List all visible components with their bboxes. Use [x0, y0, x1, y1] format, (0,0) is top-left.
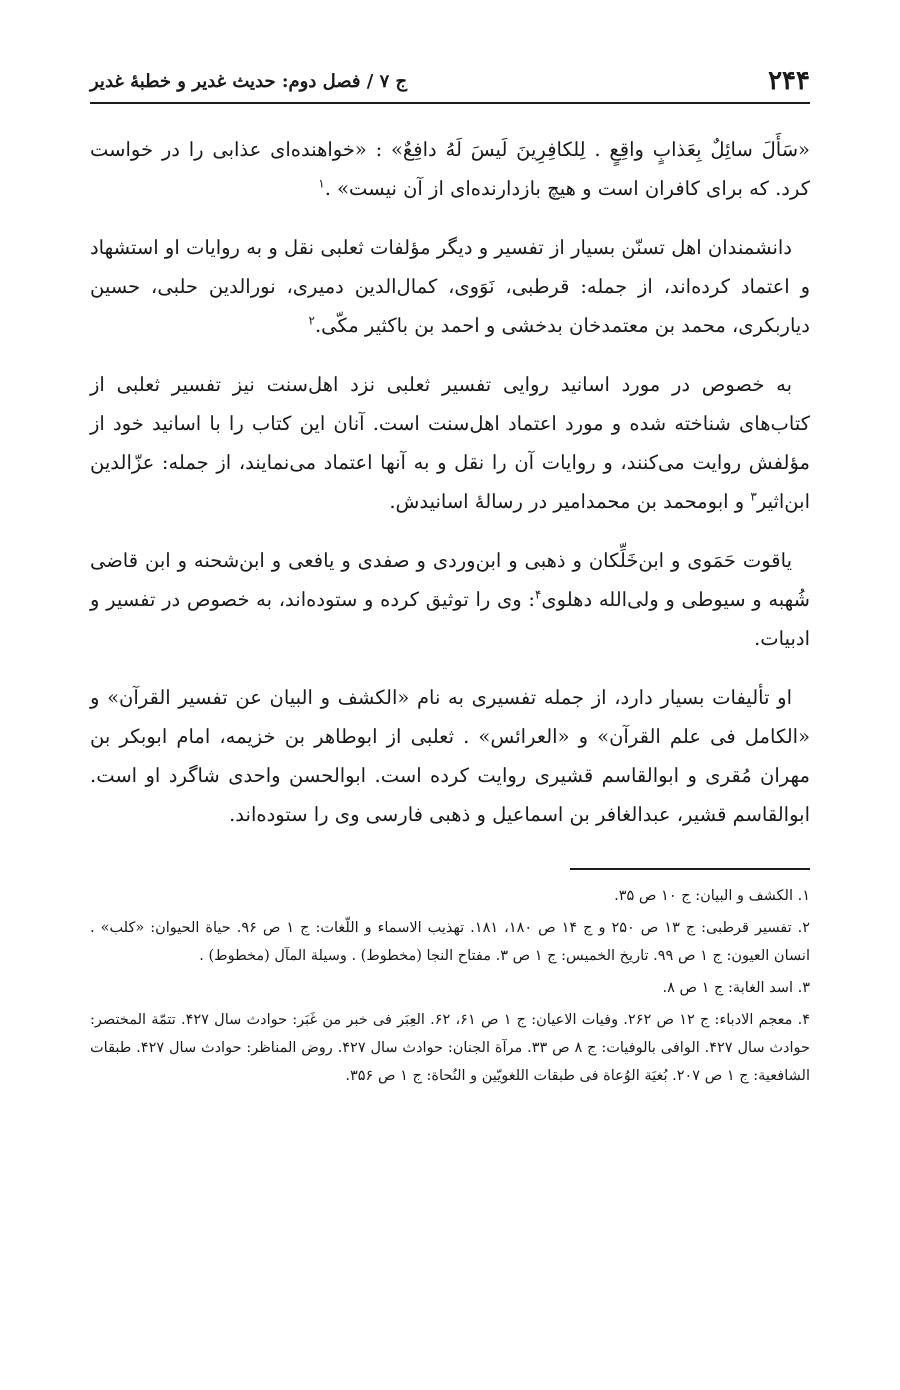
- paragraph-4: [90, 541, 810, 658]
- footnote-1: ۱. الکشف و البیان: ج ۱۰ ص ۳۵.: [614, 888, 810, 904]
- footnote-ref-1[interactable]: ۱: [318, 176, 325, 191]
- footnote-divider: [570, 868, 810, 870]
- footnote-ref-2[interactable]: ۲: [308, 313, 315, 328]
- document-page: [90, 60, 810, 1094]
- paragraph-text: او تألیفات بسیار دارد، از جمله تفسیری به نام «الکشف و البیان عن تفسیر القرآن» و «الکامل فی علم القرآن» و «العرائس» . ثعلبی از ابوطاهر بن خزیمه، امام ابوبکر بن مهران مُقری و ابوالقاسم قشیری روایت کرده است. ابوالحسن واحدی شاگرد او است. ابوالقاسم قشیر، عبدالغافر بن اسماعیل و ذهبی فارسی وی را ستوده‌اند.: [90, 686, 810, 826]
- paragraph-2: [90, 228, 810, 345]
- paragraph-text: یاقوت حَمَوی و ابن‌خَلِّکان و ذهبی و ابن‌وردی و صفدی و یافعی و ابن‌شحنه و ابن قاضی شُهبه و سیوطی و ولی‌الله دهلوی: [90, 549, 811, 611]
- paragraph-text: به خصوص در مورد اسانید روایی تفسیر ثعلبی نزد اهل‌سنت نیز تفسیر ثعلبی از کتاب‌های شناخته شده و مورد اعتماد اهل‌سنت است. آنان این کتاب را با اسانید خود از مؤلفش روایت می‌کنند، و روایات آن را نقل و به آنها اعتماد می‌نمایند، از جمله: عزّالدین ابن‌اثیر: [90, 373, 810, 513]
- footnote-4: ۴. معجم الادباء: ج ۱۲ ص ۲۶۲. وفیات الاعیان: ج ۱ ص ۶۱، ۶۲. العِبَر فی خبر من غَبَر: حوادث سال ۴۲۷. تتمّة المختصر: حوادث سال ۴۲۷. الوافی بالوفیات: ج ۸ ص ۳۳. مرآة الجنان: حوادث سال ۴۲۷. روض المناظر: حوادث سال ۴۲۷. طبقات الشافعیة: ج ۱ ص ۲۰۷. بُغیَة الوُعاة فی طبقات اللغویّین و النُحاة: ج ۱ ص ۳۵۶.: [90, 1012, 811, 1084]
- page-header: [90, 60, 810, 104]
- paragraph-text: «سَأَلَ سائِلٌ بِعَذابٍ واقِعٍ . لِلكافِرِينَ لَيسَ لَهُ دافِعٌ» : «خواهنده‌ای عذابی را در خواست کرد. که برای کافران است و هیچ بازدارنده‌ای از آن نیست» .: [90, 138, 810, 200]
- paragraph-5: [90, 678, 810, 834]
- paragraph-1: [90, 130, 810, 208]
- footnote-2: ۲. تفسیر قرطبی: ج ۱۳ ص ۲۵۰ و ج ۱۴ ص ۱۸۰، ۱۸۱. تهذیب الاسماء و اللّغات: ج ۱ ص ۹۶. حیاة الحیوان: «کلب» . انسان العیون: ج ۱ ص ۹۹. تاریخ الخمیس: ج ۱ ص ۳. مفتاح النجا (مخطوط) . وسیلة المآل (مخطوط) .: [90, 920, 810, 964]
- paragraph-text: دانشمندان اهل تسنّن بسیار از تفسیر و دیگر مؤلفات ثعلبی نقل و به روایات او استشهاد و اعتماد کرده‌اند، از جمله: قرطبی، نَوَوی، کمال‌الدین دمیری، نورالدین حلبی، حسین دیاربکری، محمد بن معتمدخان بدخشی و احمد بن باکثیر مکّی.: [90, 236, 810, 337]
- footnotes-list: [90, 882, 810, 1090]
- running-title: ج ۷ / فصل دوم: حدیث غدیر و خطبهٔ غدیر: [90, 71, 408, 92]
- paragraph-3: [90, 365, 810, 521]
- page-number: ۲۴۴: [768, 66, 810, 96]
- paragraph-text: و ابومحمد بن محمدامیر در رسالهٔ اسانیدش.: [389, 490, 751, 513]
- footnote-3: ۳. اسد الغابة: ج ۱ ص ۸.: [662, 980, 810, 996]
- footnote-ref-3[interactable]: ۳: [750, 489, 757, 504]
- paragraph-text: : وی را توثیق کرده و ستوده‌اند، به خصوص در تفسیر و ادبیات.: [90, 588, 810, 650]
- footnote-ref-4[interactable]: ۴: [534, 587, 542, 602]
- body-text: [90, 130, 810, 834]
